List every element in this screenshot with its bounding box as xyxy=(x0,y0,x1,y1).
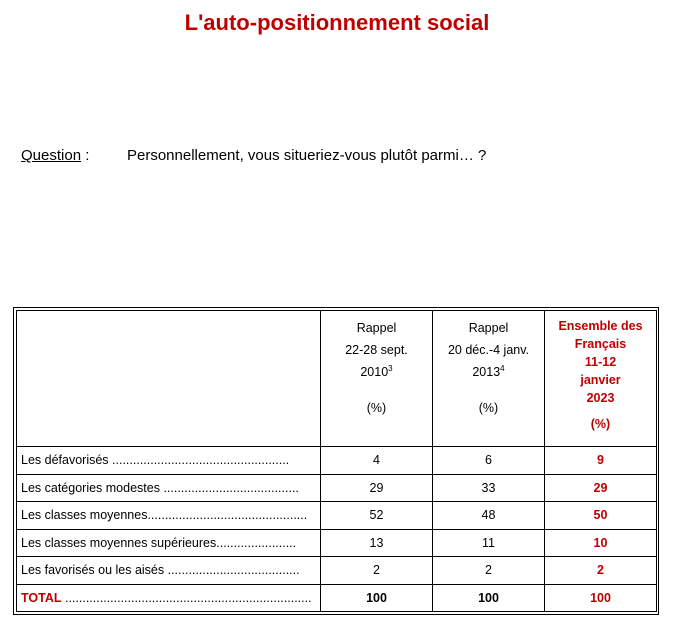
total-label-text: TOTAL xyxy=(21,590,62,605)
cell-2023: 10 xyxy=(545,529,657,557)
row-leader-dots: ...................................... xyxy=(164,563,300,578)
cell-2013: 2 xyxy=(433,557,545,585)
question-text: Personnellement, vous situeriez-vous plutôt parmi… ? xyxy=(127,147,487,164)
cell-2010: 29 xyxy=(321,474,433,502)
table-row xyxy=(17,557,657,585)
col-2013-line2: 20 déc.-4 janv. xyxy=(447,343,530,357)
table-row xyxy=(17,502,657,530)
row-label xyxy=(17,529,321,557)
col-2010-line2: 22-28 sept. xyxy=(345,343,408,357)
cell-2013: 48 xyxy=(433,502,545,530)
row-leader-dots: ................................................... xyxy=(108,453,290,468)
cell-2023: 50 xyxy=(545,502,657,530)
total-label xyxy=(17,584,321,612)
header-col-2010 xyxy=(321,311,433,447)
col-2013-footnote: 4 xyxy=(500,363,505,373)
row-label xyxy=(17,557,321,585)
col-2010-unit: (%) xyxy=(366,401,387,415)
row-label-text: Les favorisés ou les aisés xyxy=(21,563,165,578)
col-2010-footnote: 3 xyxy=(388,363,393,373)
header-col-2023 xyxy=(545,311,657,447)
row-label xyxy=(17,447,321,475)
cell-2023: 29 xyxy=(545,474,657,502)
col-2013-unit: (%) xyxy=(478,401,499,415)
table-row xyxy=(17,447,657,475)
header-empty-cell xyxy=(17,311,321,447)
question-separator: : xyxy=(81,147,90,164)
total-2010: 100 xyxy=(321,584,433,612)
results-table xyxy=(16,310,657,612)
row-label xyxy=(17,502,321,530)
question xyxy=(21,147,487,164)
row-label-text: Les catégories modestes xyxy=(21,480,160,495)
header-col-2013 xyxy=(433,311,545,447)
col-2023-line4: janvier xyxy=(580,373,621,387)
row-label-text: Les défavorisés xyxy=(21,453,109,468)
cell-2010: 2 xyxy=(321,557,433,585)
total-2013: 100 xyxy=(433,584,545,612)
page-title: L'auto-positionnement social xyxy=(184,10,490,35)
cell-2023: 9 xyxy=(545,447,657,475)
total-row xyxy=(17,584,657,612)
col-2023-line1: Ensemble des xyxy=(558,319,643,333)
col-2013-line3: 2013 xyxy=(472,365,501,379)
cell-2013: 33 xyxy=(433,474,545,502)
row-leader-dots: .............................................. xyxy=(147,508,308,523)
col-2023-unit: (%) xyxy=(590,417,611,431)
total-2023: 100 xyxy=(545,584,657,612)
col-2010-line1: Rappel xyxy=(356,321,397,335)
cell-2013: 6 xyxy=(433,447,545,475)
cell-2013: 11 xyxy=(433,529,545,557)
cell-2010: 4 xyxy=(321,447,433,475)
row-label-text: Les classes moyennes supérieures xyxy=(21,535,217,550)
col-2013-line1: Rappel xyxy=(468,321,509,335)
row-label-text: Les classes moyennes xyxy=(21,508,148,523)
row-leader-dots: ....................... xyxy=(216,535,297,550)
table-row xyxy=(17,474,657,502)
row-label xyxy=(17,474,321,502)
results-table-frame xyxy=(13,307,659,615)
cell-2023: 2 xyxy=(545,557,657,585)
table-row xyxy=(17,529,657,557)
col-2023-line5: 2023 xyxy=(586,391,615,405)
col-2023-line3: 11-12 xyxy=(584,355,617,369)
col-2010-line3: 2010 xyxy=(360,365,389,379)
header-row xyxy=(17,311,657,447)
row-leader-dots: ....................................... xyxy=(159,480,299,495)
cell-2010: 13 xyxy=(321,529,433,557)
question-label: Question xyxy=(21,147,82,164)
col-2023-line2: Français xyxy=(574,337,627,351)
total-leader-dots: ....................................................................... xyxy=(61,590,312,605)
cell-2010: 52 xyxy=(321,502,433,530)
